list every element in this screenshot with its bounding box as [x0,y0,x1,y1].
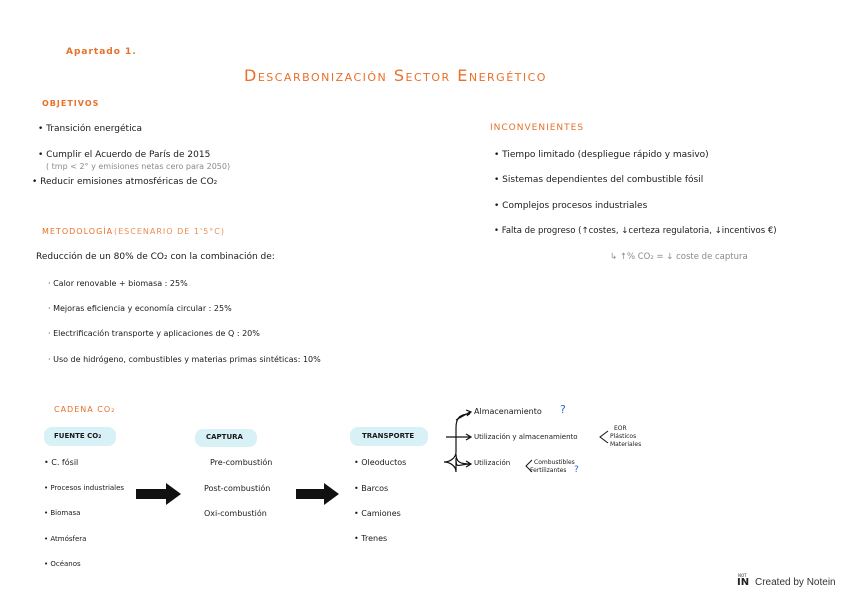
almacenamiento-question-mark: ? [560,403,566,416]
metodologia-item-4: · Uso de hidrógeno, combustibles y materias primas sintéticas: 10% [48,355,321,364]
inconvenientes-heading: INCONVENIENTES [490,123,585,133]
section-number: Apartado 1. [66,47,137,57]
captura-label: CAPTURA [206,433,243,441]
transporte-item-3: • Camiones [354,509,401,518]
inconvenientes-note: ↳ ↑% CO₂ = ↓ coste de captura [610,252,748,262]
captura-item-1: Pre-combustión [210,458,273,467]
objetivos-item-3: • Reducir emisiones atmosféricas de CO₂ [32,177,218,187]
captura-item-3: Oxi-combustión [204,509,267,518]
objetivos-item-2: • Cumplir el Acuerdo de París de 2015 [38,150,211,160]
arrow-fuente-captura [136,483,181,505]
transporte-item-1: • Oleoductos [354,458,407,467]
metodologia-item-2: · Mejoras eficiencia y economía circular : 25% [48,304,232,313]
destino-utilizacion-almacenamiento: Utilización y almacenamiento [474,433,578,441]
fuente-item-4: • Atmósfera [44,535,87,543]
fuente-item-5: • Océanos [44,560,81,568]
objetivos-heading: OBJETIVOS [42,99,100,108]
transporte-item-2: • Barcos [354,484,389,493]
metodologia-item-3: · Electrificación transporte y aplicaciones de Q : 20% [48,329,260,338]
metodologia-scenario: (ESCENARIO DE 1'5°C) [114,227,225,236]
inconvenientes-item-3: • Complejos procesos industriales [494,201,648,211]
fuente-label: FUENTE CO₂ [54,432,102,440]
cadena-heading: CADENA CO₂ [54,405,116,414]
destino-combustibles: Combustibles [534,459,575,466]
metodologia-intro: Reducción de un 80% de CO₂ con la combinación de: [36,252,275,262]
fuente-item-1: • C. fósil [44,458,79,467]
inconvenientes-item-2: • Sistemas dependientes del combustible fósil [494,175,704,185]
objetivos-note: ( tmp < 2° y emisiones netas cero para 2050) [46,162,231,171]
transporte-item-4: • Trenes [354,534,388,543]
metodologia-item-1: · Calor renovable + biomasa : 25% [48,279,188,288]
destino-utilizacion: Utilización [474,459,511,467]
objetivos-item-1: • Transición energética [38,124,143,134]
inconvenientes-item-4: • Falta de progreso (↑costes, ↓certeza regulatoria, ↓incentivos €) [494,226,777,236]
fuente-item-2: • Procesos industriales [44,484,125,492]
notein-logo [737,574,751,590]
sub-bracket-1 [600,431,608,443]
branch-arrow-mid [446,434,471,440]
destino-plasticos: Plásticos [610,433,637,440]
captura-item-2: Post-combustión [204,484,271,493]
inconvenientes-item-1: • Tiempo limitado (despliegue rápido y masivo) [494,150,709,160]
page-title: Descarbonización Sector Energético [244,66,547,85]
arrow-captura-transporte [296,483,339,505]
destino-materiales: Materiales [610,441,642,448]
notein-logo-top: NOT [738,573,747,578]
utilizacion-question-mark: ? [574,465,579,475]
notein-logo-main: IN [737,577,750,588]
transporte-label: TRANSPORTE [362,432,415,440]
destino-eor: EOR [614,425,627,432]
metodologia-heading: METODOLOGÍA [42,227,114,236]
destino-almacenamiento: Almacenamiento [474,407,542,416]
created-by-text: Created by Notein [755,577,836,588]
fuente-item-3: • Biomasa [44,509,81,517]
destino-fertilizantes: Fertilizantes [530,467,567,474]
